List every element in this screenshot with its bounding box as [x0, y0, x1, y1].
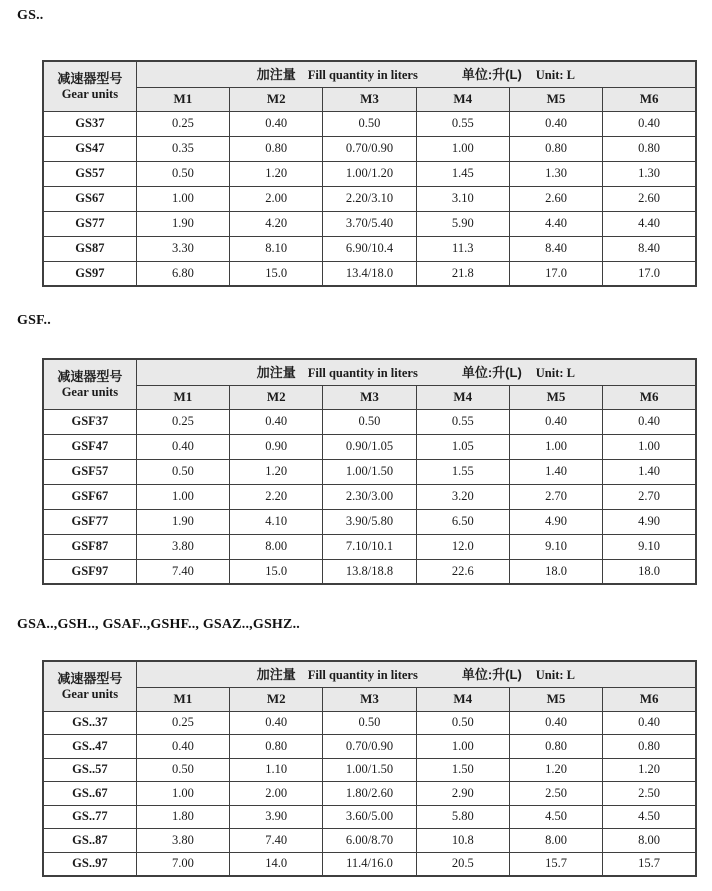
column-header-m3: M3: [323, 385, 416, 409]
fill-value-cell-m2: 1.20: [230, 161, 323, 186]
table-row: [43, 782, 696, 806]
fill-value-cell-m1: 0.50: [136, 758, 229, 782]
table-header: [43, 661, 696, 711]
gear-units-label-zh: 减速器型号: [57, 70, 123, 86]
gear-model-cell: GS57: [43, 161, 136, 186]
fill-value-cell-m5: 18.0: [509, 559, 602, 584]
fill-value-cell-m4: 3.20: [416, 484, 509, 509]
fill-quantity-header-cell: [136, 61, 696, 87]
fill-value-cell-m1: 7.00: [136, 852, 229, 876]
table-row: [43, 261, 696, 286]
gear-model-cell: GSF57: [43, 459, 136, 484]
fill-quantity-label-zh: 加注量: [256, 667, 296, 683]
column-header-m4: M4: [416, 687, 509, 711]
gear-units-header-cell: [43, 661, 136, 711]
fill-value-cell-m3: 3.60/5.00: [323, 805, 416, 829]
column-header-m5: M5: [509, 87, 602, 111]
table-row: [43, 484, 696, 509]
fill-value-cell-m5: 0.80: [509, 735, 602, 759]
fill-value-cell-m6: 0.40: [603, 711, 696, 735]
fill-value-cell-m3: 6.90/10.4: [323, 236, 416, 261]
fill-value-cell-m1: 3.30: [136, 236, 229, 261]
fill-value-cell-m5: 4.90: [509, 509, 602, 534]
fill-value-cell-m5: 17.0: [509, 261, 602, 286]
fill-value-cell-m4: 20.5: [416, 852, 509, 876]
gear-model-cell: GS87: [43, 236, 136, 261]
fill-value-cell-m4: 1.00: [416, 136, 509, 161]
fill-value-cell-m2: 15.0: [230, 559, 323, 584]
table-row: [43, 735, 696, 759]
gear-model-cell: GS..77: [43, 805, 136, 829]
fill-value-cell-m6: 0.80: [603, 136, 696, 161]
fill-value-cell-m4: 2.90: [416, 782, 509, 806]
fill-value-cell-m1: 3.80: [136, 534, 229, 559]
unit-label-zh: 单位:升(L): [461, 365, 522, 381]
fill-value-cell-m5: 0.80: [509, 136, 602, 161]
table-row: [43, 236, 696, 261]
fill-value-cell-m2: 4.20: [230, 211, 323, 236]
fill-quantity-label-zh: 加注量: [256, 365, 296, 381]
fill-value-cell-m6: 9.10: [603, 534, 696, 559]
table-header: [43, 61, 696, 111]
gear-units-header-cell: [43, 61, 136, 111]
fill-value-cell-m5: 0.40: [509, 711, 602, 735]
gear-units-label-en: Gear units: [61, 384, 119, 399]
fill-value-cell-m5: 2.70: [509, 484, 602, 509]
fill-value-cell-m1: 6.80: [136, 261, 229, 286]
table-row: [43, 136, 696, 161]
gear-model-cell: GSF67: [43, 484, 136, 509]
fill-value-cell-m3: 0.50: [323, 711, 416, 735]
table-row: [43, 559, 696, 584]
fill-value-cell-m3: 2.30/3.00: [323, 484, 416, 509]
fill-value-cell-m3: 0.50: [323, 409, 416, 434]
gear-units-label-en: Gear units: [61, 686, 119, 701]
fill-value-cell-m1: 0.25: [136, 409, 229, 434]
fill-value-cell-m3: 2.20/3.10: [323, 186, 416, 211]
fill-value-cell-m4: 3.10: [416, 186, 509, 211]
table-row: [43, 211, 696, 236]
fill-value-cell-m3: 0.50: [323, 111, 416, 136]
fill-value-cell-m6: 1.20: [603, 758, 696, 782]
fill-value-cell-m5: 1.30: [509, 161, 602, 186]
fill-value-cell-m1: 0.35: [136, 136, 229, 161]
fill-value-cell-m1: 0.25: [136, 111, 229, 136]
fill-value-cell-m1: 7.40: [136, 559, 229, 584]
fill-value-cell-m5: 1.20: [509, 758, 602, 782]
fill-value-cell-m4: 11.3: [416, 236, 509, 261]
fill-quantity-label-en: Fill quantity in liters: [307, 68, 418, 83]
fill-value-cell-m6: 8.40: [603, 236, 696, 261]
fill-value-cell-m6: 4.40: [603, 211, 696, 236]
fill-value-cell-m1: 1.00: [136, 782, 229, 806]
fill-value-cell-m6: 17.0: [603, 261, 696, 286]
fill-value-cell-m6: 2.70: [603, 484, 696, 509]
fill-quantity-label-en: Fill quantity in liters: [307, 668, 418, 683]
fill-value-cell-m6: 1.00: [603, 434, 696, 459]
fill-value-cell-m2: 0.80: [230, 735, 323, 759]
gear-model-cell: GS..47: [43, 735, 136, 759]
fill-value-cell-m4: 1.00: [416, 735, 509, 759]
fill-value-cell-m4: 12.0: [416, 534, 509, 559]
fill-value-cell-m5: 2.50: [509, 782, 602, 806]
table-body: [43, 111, 696, 286]
column-header-m2: M2: [230, 87, 323, 111]
fill-value-cell-m1: 1.00: [136, 186, 229, 211]
table-row: [43, 161, 696, 186]
fill-value-cell-m4: 1.55: [416, 459, 509, 484]
column-header-m1: M1: [136, 385, 229, 409]
fill-value-cell-m3: 0.70/0.90: [323, 136, 416, 161]
gear-model-cell: GS..37: [43, 711, 136, 735]
section-title-gsf: GSF..: [17, 313, 51, 328]
fill-value-cell-m2: 2.00: [230, 782, 323, 806]
gear-units-label-zh: 减速器型号: [57, 670, 123, 686]
section-title-gs: GS..: [17, 8, 44, 23]
fill-value-cell-m6: 8.00: [603, 829, 696, 853]
fill-value-cell-m5: 2.60: [509, 186, 602, 211]
column-header-m5: M5: [509, 687, 602, 711]
column-header-m4: M4: [416, 385, 509, 409]
fill-value-cell-m1: 1.00: [136, 484, 229, 509]
fill-value-cell-m3: 6.00/8.70: [323, 829, 416, 853]
table-row: [43, 111, 696, 136]
gear-units-header-cell: [43, 359, 136, 409]
gear-model-cell: GS47: [43, 136, 136, 161]
table-body: [43, 711, 696, 876]
fill-value-cell-m3: 13.8/18.8: [323, 559, 416, 584]
unit-label-en: Unit: L: [535, 68, 576, 83]
gear-model-cell: GS..87: [43, 829, 136, 853]
fill-value-cell-m3: 1.00/1.50: [323, 758, 416, 782]
fill-quantity-header-cell: [136, 661, 696, 687]
fill-value-cell-m4: 0.55: [416, 111, 509, 136]
fill-value-cell-m5: 15.7: [509, 852, 602, 876]
unit-label-zh: 单位:升(L): [461, 667, 522, 683]
gear-model-cell: GSF97: [43, 559, 136, 584]
fill-value-cell-m1: 0.50: [136, 459, 229, 484]
column-header-m1: M1: [136, 87, 229, 111]
fill-value-cell-m2: 3.90: [230, 805, 323, 829]
gear-model-cell: GS..67: [43, 782, 136, 806]
column-header-m6: M6: [603, 87, 696, 111]
fill-value-cell-m5: 4.50: [509, 805, 602, 829]
table-row: [43, 852, 696, 876]
gear-model-cell: GS..97: [43, 852, 136, 876]
fill-value-cell-m3: 0.90/1.05: [323, 434, 416, 459]
column-header-m5: M5: [509, 385, 602, 409]
fill-value-cell-m4: 22.6: [416, 559, 509, 584]
fill-value-cell-m2: 0.90: [230, 434, 323, 459]
fill-value-cell-m2: 2.00: [230, 186, 323, 211]
fill-value-cell-m5: 9.10: [509, 534, 602, 559]
fill-value-cell-m1: 0.40: [136, 735, 229, 759]
fill-value-cell-m6: 2.60: [603, 186, 696, 211]
table-body: [43, 409, 696, 584]
fill-value-cell-m3: 3.70/5.40: [323, 211, 416, 236]
table-row: [43, 534, 696, 559]
table-header: [43, 359, 696, 409]
fill-value-cell-m4: 1.45: [416, 161, 509, 186]
fill-value-cell-m5: 1.40: [509, 459, 602, 484]
table-row: [43, 711, 696, 735]
fill-value-cell-m3: 0.70/0.90: [323, 735, 416, 759]
gear-model-cell: GSF47: [43, 434, 136, 459]
fill-quantity-table-gsa: [42, 660, 697, 877]
fill-value-cell-m1: 1.90: [136, 211, 229, 236]
fill-value-cell-m2: 7.40: [230, 829, 323, 853]
column-header-m6: M6: [603, 687, 696, 711]
fill-value-cell-m4: 1.05: [416, 434, 509, 459]
fill-value-cell-m4: 5.80: [416, 805, 509, 829]
fill-value-cell-m4: 5.90: [416, 211, 509, 236]
fill-value-cell-m6: 15.7: [603, 852, 696, 876]
table-row: [43, 434, 696, 459]
fill-value-cell-m3: 7.10/10.1: [323, 534, 416, 559]
fill-value-cell-m6: 18.0: [603, 559, 696, 584]
fill-value-cell-m2: 8.10: [230, 236, 323, 261]
fill-value-cell-m4: 1.50: [416, 758, 509, 782]
section-title-gsa: GSA..,GSH.., GSAF..,GSHF.., GSAZ..,GSHZ..: [17, 617, 300, 632]
fill-value-cell-m2: 0.80: [230, 136, 323, 161]
gear-model-cell: GS..57: [43, 758, 136, 782]
fill-value-cell-m3: 11.4/16.0: [323, 852, 416, 876]
fill-value-cell-m6: 1.40: [603, 459, 696, 484]
fill-value-cell-m5: 8.40: [509, 236, 602, 261]
fill-value-cell-m6: 0.80: [603, 735, 696, 759]
fill-value-cell-m2: 8.00: [230, 534, 323, 559]
fill-quantity-label-zh: 加注量: [256, 67, 296, 83]
fill-value-cell-m5: 1.00: [509, 434, 602, 459]
fill-value-cell-m4: 10.8: [416, 829, 509, 853]
unit-label-en: Unit: L: [535, 668, 576, 683]
fill-value-cell-m6: 0.40: [603, 409, 696, 434]
fill-quantity-label-en: Fill quantity in liters: [307, 366, 418, 381]
fill-value-cell-m2: 1.20: [230, 459, 323, 484]
fill-value-cell-m2: 15.0: [230, 261, 323, 286]
fill-value-cell-m6: 4.50: [603, 805, 696, 829]
fill-value-cell-m5: 0.40: [509, 409, 602, 434]
column-header-m6: M6: [603, 385, 696, 409]
column-header-m1: M1: [136, 687, 229, 711]
column-header-m4: M4: [416, 87, 509, 111]
gear-model-cell: GS97: [43, 261, 136, 286]
gear-model-cell: GSF87: [43, 534, 136, 559]
fill-quantity-header-cell: [136, 359, 696, 385]
fill-value-cell-m4: 0.50: [416, 711, 509, 735]
unit-label-en: Unit: L: [535, 366, 576, 381]
fill-value-cell-m4: 21.8: [416, 261, 509, 286]
gear-model-cell: GS77: [43, 211, 136, 236]
table-row: [43, 829, 696, 853]
fill-value-cell-m3: 3.90/5.80: [323, 509, 416, 534]
fill-value-cell-m4: 0.55: [416, 409, 509, 434]
table-row: [43, 409, 696, 434]
table-row: [43, 805, 696, 829]
fill-value-cell-m3: 13.4/18.0: [323, 261, 416, 286]
gear-units-label-en: Gear units: [61, 86, 119, 101]
fill-value-cell-m5: 0.40: [509, 111, 602, 136]
column-header-m3: M3: [323, 87, 416, 111]
gear-model-cell: GSF77: [43, 509, 136, 534]
fill-value-cell-m2: 2.20: [230, 484, 323, 509]
gear-model-cell: GS67: [43, 186, 136, 211]
gear-units-label-zh: 减速器型号: [57, 368, 123, 384]
fill-value-cell-m2: 0.40: [230, 409, 323, 434]
fill-value-cell-m2: 0.40: [230, 111, 323, 136]
table-row: [43, 186, 696, 211]
fill-value-cell-m2: 0.40: [230, 711, 323, 735]
fill-quantity-table-gsf: [42, 358, 697, 585]
unit-label-zh: 单位:升(L): [461, 67, 522, 83]
fill-value-cell-m1: 1.90: [136, 509, 229, 534]
fill-value-cell-m6: 2.50: [603, 782, 696, 806]
column-header-m2: M2: [230, 385, 323, 409]
fill-value-cell-m4: 6.50: [416, 509, 509, 534]
fill-value-cell-m6: 4.90: [603, 509, 696, 534]
fill-value-cell-m2: 4.10: [230, 509, 323, 534]
gear-model-cell: GSF37: [43, 409, 136, 434]
fill-value-cell-m5: 8.00: [509, 829, 602, 853]
fill-value-cell-m1: 0.40: [136, 434, 229, 459]
column-header-m3: M3: [323, 687, 416, 711]
table-row: [43, 509, 696, 534]
column-header-m2: M2: [230, 687, 323, 711]
fill-value-cell-m2: 14.0: [230, 852, 323, 876]
fill-value-cell-m1: 0.25: [136, 711, 229, 735]
fill-value-cell-m3: 1.00/1.50: [323, 459, 416, 484]
fill-value-cell-m3: 1.80/2.60: [323, 782, 416, 806]
fill-value-cell-m1: 0.50: [136, 161, 229, 186]
fill-value-cell-m3: 1.00/1.20: [323, 161, 416, 186]
fill-value-cell-m2: 1.10: [230, 758, 323, 782]
fill-value-cell-m1: 1.80: [136, 805, 229, 829]
fill-value-cell-m6: 0.40: [603, 111, 696, 136]
fill-value-cell-m1: 3.80: [136, 829, 229, 853]
fill-value-cell-m6: 1.30: [603, 161, 696, 186]
fill-value-cell-m5: 4.40: [509, 211, 602, 236]
table-row: [43, 758, 696, 782]
fill-quantity-table-gs: [42, 60, 697, 287]
gear-model-cell: GS37: [43, 111, 136, 136]
table-row: [43, 459, 696, 484]
